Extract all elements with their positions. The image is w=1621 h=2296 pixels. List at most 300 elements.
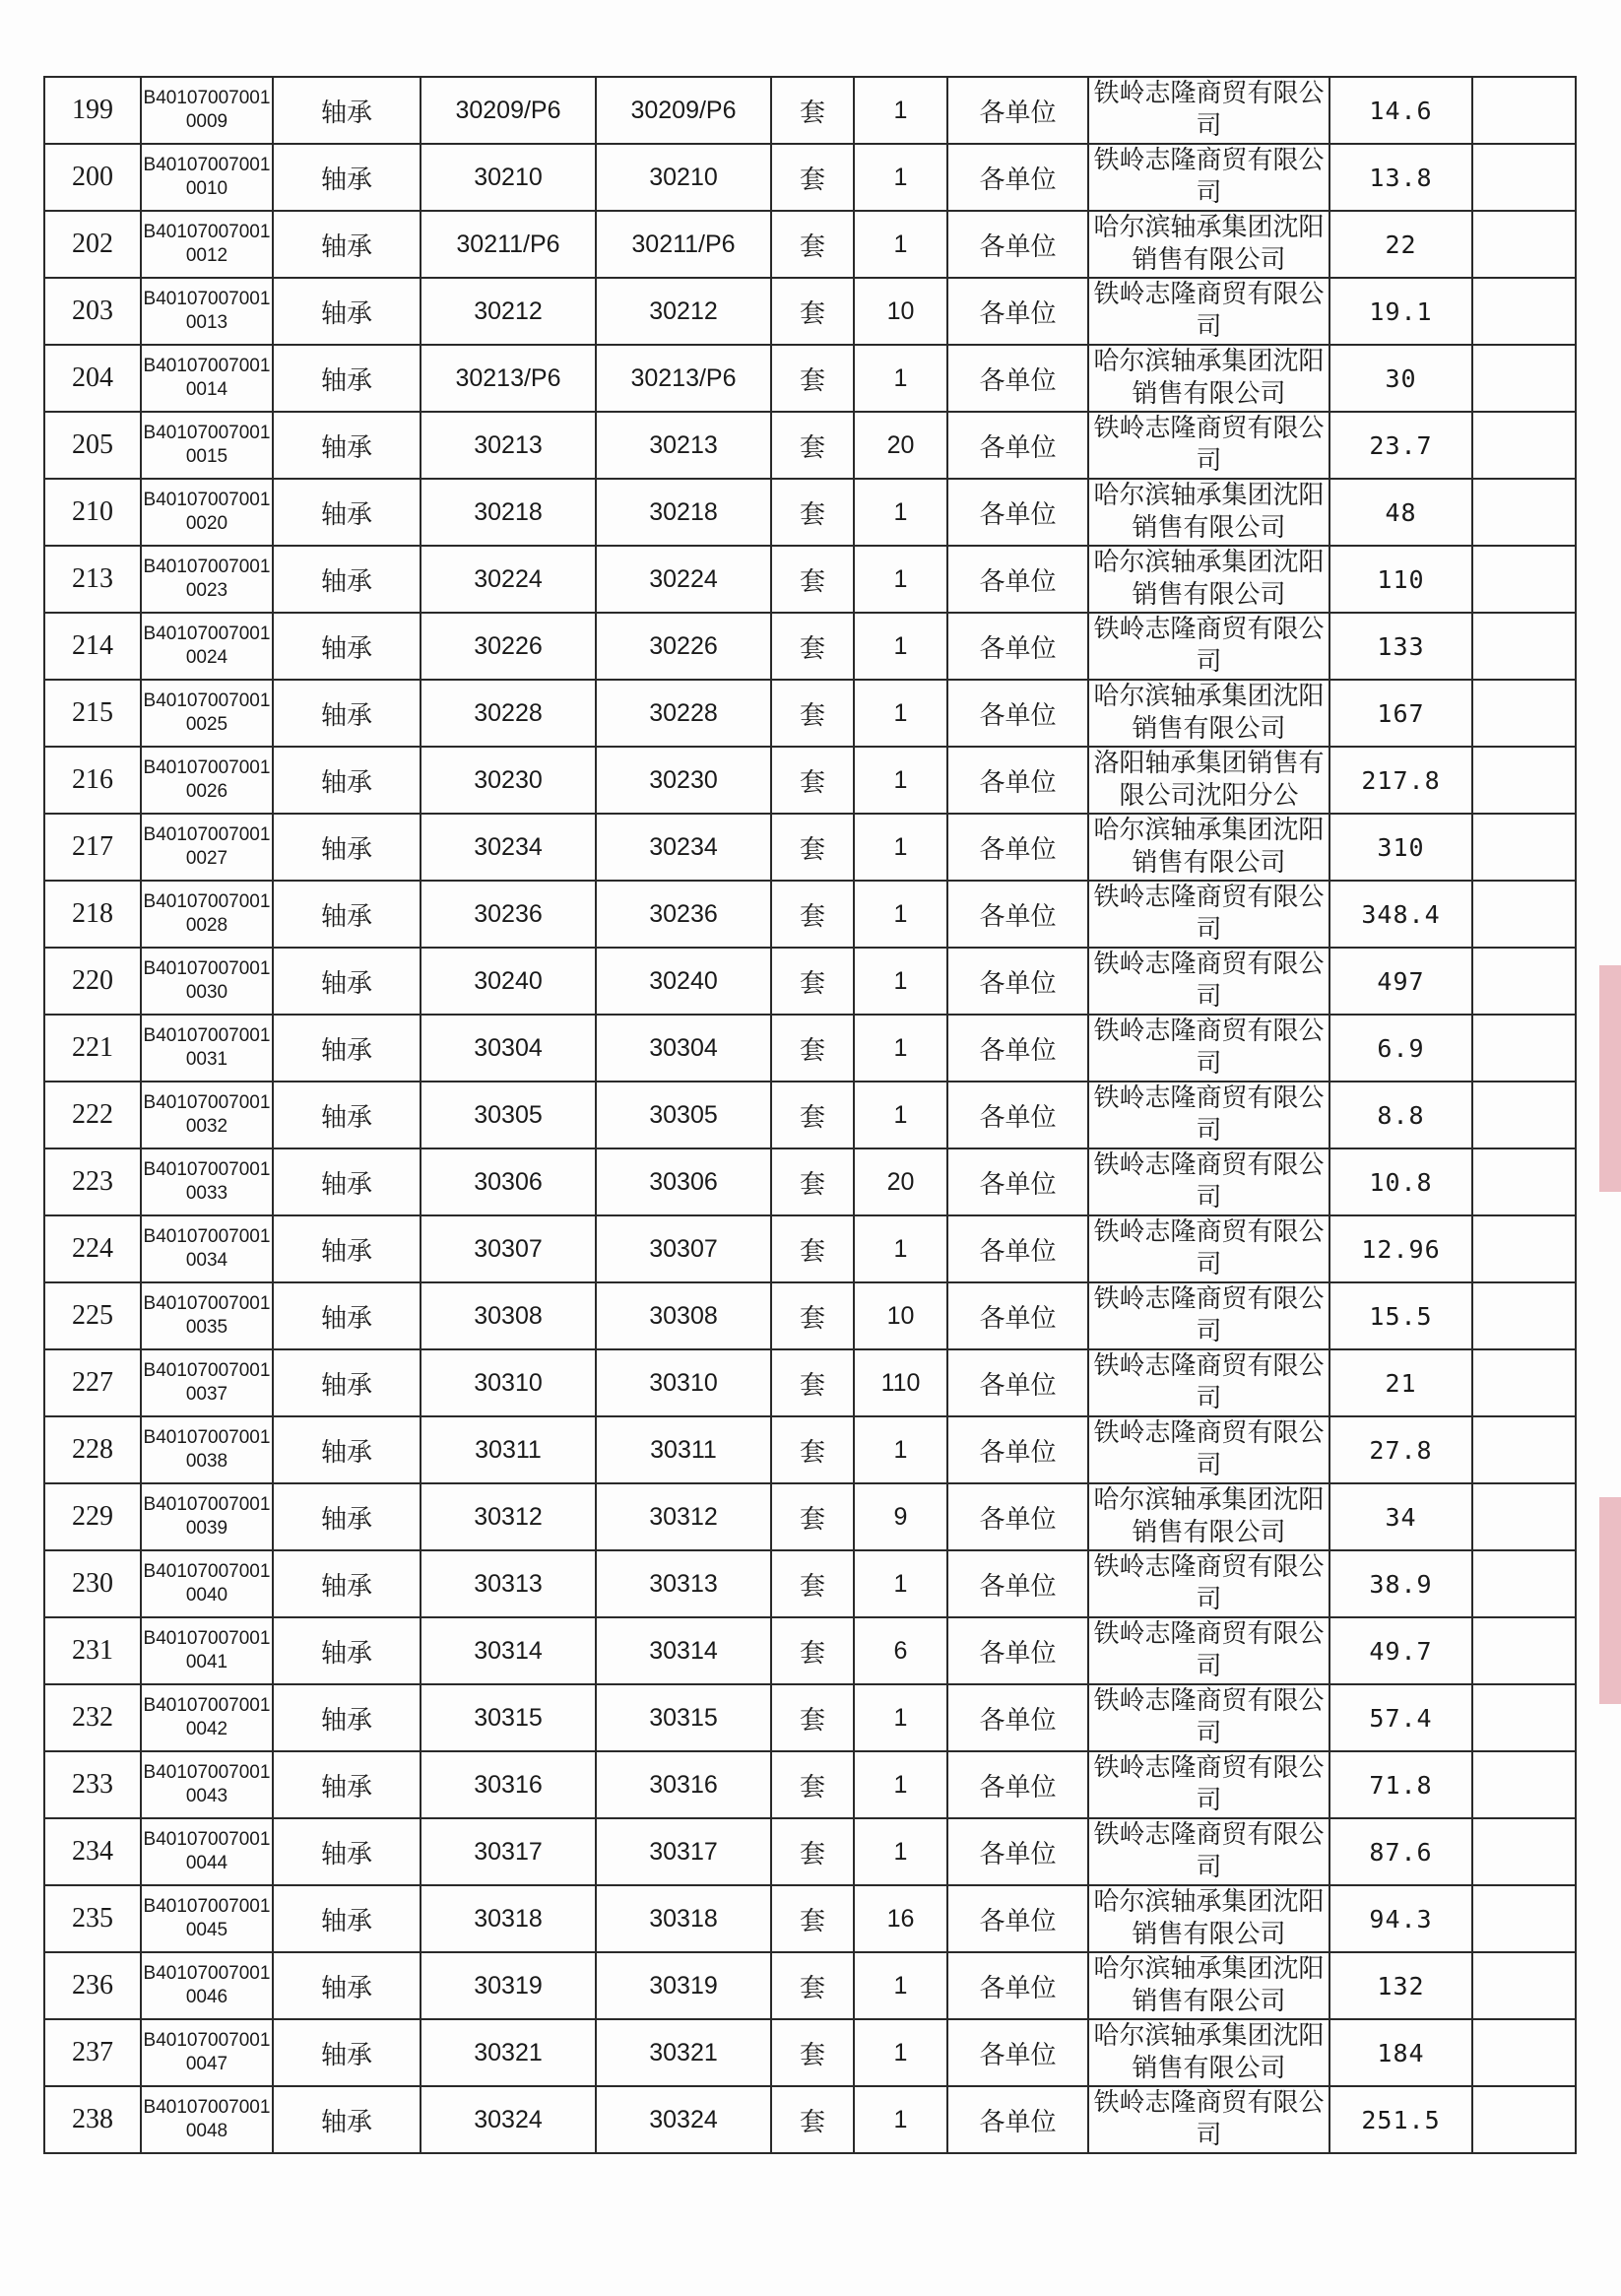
material-code-cell: B401070070010044 <box>141 1818 273 1885</box>
unit-cell: 套 <box>771 278 854 345</box>
remark-cell <box>1472 1483 1576 1550</box>
model-number-cell: 30213 <box>596 412 771 479</box>
material-name-cell: 轴承 <box>273 1215 421 1282</box>
unit-cell: 套 <box>771 1015 854 1082</box>
model-number-cell: 30305 <box>596 1082 771 1148</box>
quantity-cell: 1 <box>854 1015 947 1082</box>
material-name-cell: 轴承 <box>273 211 421 278</box>
material-name-cell: 轴承 <box>273 1416 421 1483</box>
unit-price-cell: 34 <box>1329 1483 1472 1550</box>
material-code-cell: B401070070010034 <box>141 1215 273 1282</box>
remark-cell <box>1472 613 1576 680</box>
material-code-cell: B401070070010033 <box>141 1148 273 1215</box>
using-unit-cell: 各单位 <box>947 948 1088 1015</box>
material-name-cell: 轴承 <box>273 2086 421 2153</box>
using-unit-cell: 各单位 <box>947 1148 1088 1215</box>
model-number-cell: 30236 <box>596 881 771 948</box>
row-number-cell: 221 <box>44 1015 141 1082</box>
specification-cell: 30226 <box>421 613 596 680</box>
seal-mark <box>1599 1497 1621 1704</box>
unit-price-cell: 21 <box>1329 1349 1472 1416</box>
unit-price-cell: 87.6 <box>1329 1818 1472 1885</box>
using-unit-cell: 各单位 <box>947 1818 1088 1885</box>
material-code-cell: B401070070010014 <box>141 345 273 412</box>
table-row <box>44 1751 1576 1818</box>
table-row <box>44 948 1576 1015</box>
specification-cell: 30307 <box>421 1215 596 1282</box>
quantity-cell: 1 <box>854 1082 947 1148</box>
unit-price-cell: 23.7 <box>1329 412 1472 479</box>
material-code-cell: B401070070010032 <box>141 1082 273 1148</box>
quantity-cell: 20 <box>854 412 947 479</box>
remark-cell <box>1472 747 1576 814</box>
material-code-cell: B401070070010043 <box>141 1751 273 1818</box>
unit-price-cell: 15.5 <box>1329 1282 1472 1349</box>
quantity-cell: 1 <box>854 814 947 881</box>
unit-cell: 套 <box>771 613 854 680</box>
row-number-cell: 233 <box>44 1751 141 1818</box>
material-code-cell: B401070070010038 <box>141 1416 273 1483</box>
model-number-cell: 30312 <box>596 1483 771 1550</box>
specification-cell: 30308 <box>421 1282 596 1349</box>
material-name-cell: 轴承 <box>273 1751 421 1818</box>
unit-price-cell: 94.3 <box>1329 1885 1472 1952</box>
specification-cell: 30313 <box>421 1550 596 1617</box>
quantity-cell: 1 <box>854 2019 947 2086</box>
using-unit-cell: 各单位 <box>947 1952 1088 2019</box>
material-name-cell: 轴承 <box>273 278 421 345</box>
material-code-cell: B401070070010047 <box>141 2019 273 2086</box>
quantity-cell: 1 <box>854 1550 947 1617</box>
table-row <box>44 1282 1576 1349</box>
quantity-cell: 1 <box>854 613 947 680</box>
row-number-cell: 232 <box>44 1684 141 1751</box>
unit-cell: 套 <box>771 479 854 546</box>
remark-cell <box>1472 1617 1576 1684</box>
using-unit-cell: 各单位 <box>947 1751 1088 1818</box>
material-code-cell: B401070070010035 <box>141 1282 273 1349</box>
material-name-cell: 轴承 <box>273 1082 421 1148</box>
using-unit-cell: 各单位 <box>947 1215 1088 1282</box>
unit-price-cell: 497 <box>1329 948 1472 1015</box>
model-number-cell: 30211/P6 <box>596 211 771 278</box>
unit-cell: 套 <box>771 814 854 881</box>
remark-cell <box>1472 278 1576 345</box>
supplier-name-cell: 铁岭志隆商贸有限公司 <box>1088 1349 1329 1416</box>
material-name-cell: 轴承 <box>273 1818 421 1885</box>
model-number-cell: 30209/P6 <box>596 77 771 144</box>
unit-cell: 套 <box>771 1082 854 1148</box>
material-code-cell: B401070070010030 <box>141 948 273 1015</box>
supplier-name-cell: 哈尔滨轴承集团沈阳销售有限公司 <box>1088 1952 1329 2019</box>
table-row <box>44 1818 1576 1885</box>
unit-price-cell: 167 <box>1329 680 1472 747</box>
using-unit-cell: 各单位 <box>947 1684 1088 1751</box>
unit-price-cell: 184 <box>1329 2019 1472 2086</box>
supplier-name-cell: 哈尔滨轴承集团沈阳销售有限公司 <box>1088 814 1329 881</box>
material-code-cell: B401070070010026 <box>141 747 273 814</box>
row-number-cell: 236 <box>44 1952 141 2019</box>
unit-price-cell: 132 <box>1329 1952 1472 2019</box>
row-number-cell: 217 <box>44 814 141 881</box>
unit-price-cell: 57.4 <box>1329 1684 1472 1751</box>
model-number-cell: 30314 <box>596 1617 771 1684</box>
specification-cell: 30321 <box>421 2019 596 2086</box>
material-code-cell: B401070070010045 <box>141 1885 273 1952</box>
material-code-cell: B401070070010025 <box>141 680 273 747</box>
row-number-cell: 230 <box>44 1550 141 1617</box>
remark-cell <box>1472 814 1576 881</box>
material-name-cell: 轴承 <box>273 2019 421 2086</box>
supplier-name-cell: 铁岭志隆商贸有限公司 <box>1088 1148 1329 1215</box>
remark-cell <box>1472 345 1576 412</box>
material-name-cell: 轴承 <box>273 1148 421 1215</box>
model-number-cell: 30310 <box>596 1349 771 1416</box>
unit-cell: 套 <box>771 2086 854 2153</box>
table-row <box>44 613 1576 680</box>
table-row <box>44 1550 1576 1617</box>
unit-price-cell: 13.8 <box>1329 144 1472 211</box>
remark-cell <box>1472 2019 1576 2086</box>
quantity-cell: 1 <box>854 747 947 814</box>
table-row <box>44 1416 1576 1483</box>
table-row <box>44 1215 1576 1282</box>
using-unit-cell: 各单位 <box>947 412 1088 479</box>
specification-cell: 30212 <box>421 278 596 345</box>
material-code-cell: B401070070010042 <box>141 1684 273 1751</box>
unit-price-cell: 12.96 <box>1329 1215 1472 1282</box>
specification-cell: 30236 <box>421 881 596 948</box>
bearing-price-table <box>43 76 1577 2154</box>
material-name-cell: 轴承 <box>273 814 421 881</box>
material-code-cell: B401070070010013 <box>141 278 273 345</box>
quantity-cell: 1 <box>854 479 947 546</box>
unit-cell: 套 <box>771 1550 854 1617</box>
model-number-cell: 30313 <box>596 1550 771 1617</box>
model-number-cell: 30318 <box>596 1885 771 1952</box>
material-code-cell: B401070070010040 <box>141 1550 273 1617</box>
model-number-cell: 30319 <box>596 1952 771 2019</box>
remark-cell <box>1472 948 1576 1015</box>
row-number-cell: 224 <box>44 1215 141 1282</box>
table-row <box>44 345 1576 412</box>
unit-cell: 套 <box>771 1349 854 1416</box>
using-unit-cell: 各单位 <box>947 211 1088 278</box>
supplier-name-cell: 哈尔滨轴承集团沈阳销售有限公司 <box>1088 1483 1329 1550</box>
supplier-name-cell: 铁岭志隆商贸有限公司 <box>1088 1751 1329 1818</box>
material-code-cell: B401070070010010 <box>141 144 273 211</box>
material-name-cell: 轴承 <box>273 1952 421 2019</box>
model-number-cell: 30226 <box>596 613 771 680</box>
specification-cell: 30304 <box>421 1015 596 1082</box>
quantity-cell: 1 <box>854 1684 947 1751</box>
remark-cell <box>1472 1550 1576 1617</box>
row-number-cell: 204 <box>44 345 141 412</box>
material-name-cell: 轴承 <box>273 479 421 546</box>
remark-cell <box>1472 1148 1576 1215</box>
specification-cell: 30218 <box>421 479 596 546</box>
table-row <box>44 881 1576 948</box>
row-number-cell: 222 <box>44 1082 141 1148</box>
material-name-cell: 轴承 <box>273 546 421 613</box>
table-row <box>44 144 1576 211</box>
specification-cell: 30224 <box>421 546 596 613</box>
remark-cell <box>1472 1082 1576 1148</box>
row-number-cell: 199 <box>44 77 141 144</box>
row-number-cell: 235 <box>44 1885 141 1952</box>
model-number-cell: 30224 <box>596 546 771 613</box>
table-row <box>44 2086 1576 2153</box>
remark-cell <box>1472 1015 1576 1082</box>
row-number-cell: 231 <box>44 1617 141 1684</box>
unit-price-cell: 110 <box>1329 546 1472 613</box>
unit-cell: 套 <box>771 1148 854 1215</box>
unit-cell: 套 <box>771 1818 854 1885</box>
material-name-cell: 轴承 <box>273 613 421 680</box>
quantity-cell: 16 <box>854 1885 947 1952</box>
model-number-cell: 30212 <box>596 278 771 345</box>
quantity-cell: 1 <box>854 680 947 747</box>
specification-cell: 30312 <box>421 1483 596 1550</box>
remark-cell <box>1472 1885 1576 1952</box>
remark-cell <box>1472 77 1576 144</box>
row-number-cell: 220 <box>44 948 141 1015</box>
material-code-cell: B401070070010048 <box>141 2086 273 2153</box>
table-row <box>44 680 1576 747</box>
material-name-cell: 轴承 <box>273 747 421 814</box>
remark-cell <box>1472 1684 1576 1751</box>
remark-cell <box>1472 211 1576 278</box>
quantity-cell: 1 <box>854 345 947 412</box>
model-number-cell: 30321 <box>596 2019 771 2086</box>
material-name-cell: 轴承 <box>273 680 421 747</box>
material-code-cell: B401070070010015 <box>141 412 273 479</box>
row-number-cell: 228 <box>44 1416 141 1483</box>
specification-cell: 30209/P6 <box>421 77 596 144</box>
supplier-name-cell: 铁岭志隆商贸有限公司 <box>1088 412 1329 479</box>
supplier-name-cell: 铁岭志隆商贸有限公司 <box>1088 144 1329 211</box>
unit-cell: 套 <box>771 1483 854 1550</box>
unit-cell: 套 <box>771 412 854 479</box>
using-unit-cell: 各单位 <box>947 546 1088 613</box>
specification-cell: 30314 <box>421 1617 596 1684</box>
quantity-cell: 6 <box>854 1617 947 1684</box>
model-number-cell: 30324 <box>596 2086 771 2153</box>
table-row <box>44 77 1576 144</box>
material-code-cell: B401070070010009 <box>141 77 273 144</box>
unit-price-cell: 10.8 <box>1329 1148 1472 1215</box>
material-name-cell: 轴承 <box>273 1349 421 1416</box>
remark-cell <box>1472 881 1576 948</box>
supplier-name-cell: 铁岭志隆商贸有限公司 <box>1088 77 1329 144</box>
specification-cell: 30240 <box>421 948 596 1015</box>
material-name-cell: 轴承 <box>273 1684 421 1751</box>
unit-cell: 套 <box>771 1282 854 1349</box>
supplier-name-cell: 哈尔滨轴承集团沈阳销售有限公司 <box>1088 680 1329 747</box>
specification-cell: 30234 <box>421 814 596 881</box>
model-number-cell: 30218 <box>596 479 771 546</box>
using-unit-cell: 各单位 <box>947 2019 1088 2086</box>
quantity-cell: 1 <box>854 546 947 613</box>
supplier-name-cell: 哈尔滨轴承集团沈阳销售有限公司 <box>1088 1885 1329 1952</box>
unit-price-cell: 22 <box>1329 211 1472 278</box>
supplier-name-cell: 铁岭志隆商贸有限公司 <box>1088 1215 1329 1282</box>
unit-price-cell: 30 <box>1329 345 1472 412</box>
row-number-cell: 223 <box>44 1148 141 1215</box>
unit-cell: 套 <box>771 1885 854 1952</box>
using-unit-cell: 各单位 <box>947 278 1088 345</box>
supplier-name-cell: 铁岭志隆商贸有限公司 <box>1088 1082 1329 1148</box>
table-row <box>44 1684 1576 1751</box>
table-row <box>44 546 1576 613</box>
supplier-name-cell: 铁岭志隆商贸有限公司 <box>1088 1282 1329 1349</box>
specification-cell: 30316 <box>421 1751 596 1818</box>
unit-cell: 套 <box>771 546 854 613</box>
quantity-cell: 1 <box>854 211 947 278</box>
material-name-cell: 轴承 <box>273 881 421 948</box>
model-number-cell: 30240 <box>596 948 771 1015</box>
material-code-cell: B401070070010046 <box>141 1952 273 2019</box>
material-name-cell: 轴承 <box>273 345 421 412</box>
supplier-name-cell: 铁岭志隆商贸有限公司 <box>1088 1818 1329 1885</box>
material-code-cell: B401070070010031 <box>141 1015 273 1082</box>
supplier-name-cell: 铁岭志隆商贸有限公司 <box>1088 881 1329 948</box>
using-unit-cell: 各单位 <box>947 2086 1088 2153</box>
material-code-cell: B401070070010024 <box>141 613 273 680</box>
material-name-cell: 轴承 <box>273 1015 421 1082</box>
table-body <box>44 77 1576 2153</box>
unit-cell: 套 <box>771 1684 854 1751</box>
unit-price-cell: 27.8 <box>1329 1416 1472 1483</box>
using-unit-cell: 各单位 <box>947 1349 1088 1416</box>
specification-cell: 30228 <box>421 680 596 747</box>
row-number-cell: 202 <box>44 211 141 278</box>
row-number-cell: 213 <box>44 546 141 613</box>
material-name-cell: 轴承 <box>273 412 421 479</box>
supplier-name-cell: 哈尔滨轴承集团沈阳销售有限公司 <box>1088 345 1329 412</box>
material-name-cell: 轴承 <box>273 948 421 1015</box>
supplier-name-cell: 铁岭志隆商贸有限公司 <box>1088 613 1329 680</box>
model-number-cell: 30316 <box>596 1751 771 1818</box>
model-number-cell: 30308 <box>596 1282 771 1349</box>
specification-cell: 30213 <box>421 412 596 479</box>
seal-mark <box>1599 965 1621 1192</box>
quantity-cell: 110 <box>854 1349 947 1416</box>
material-code-cell: B401070070010039 <box>141 1483 273 1550</box>
specification-cell: 30317 <box>421 1818 596 1885</box>
model-number-cell: 30307 <box>596 1215 771 1282</box>
material-name-cell: 轴承 <box>273 1885 421 1952</box>
remark-cell <box>1472 1952 1576 2019</box>
quantity-cell: 20 <box>854 1148 947 1215</box>
using-unit-cell: 各单位 <box>947 747 1088 814</box>
model-number-cell: 30315 <box>596 1684 771 1751</box>
remark-cell <box>1472 1751 1576 1818</box>
using-unit-cell: 各单位 <box>947 479 1088 546</box>
table-row <box>44 412 1576 479</box>
specification-cell: 30318 <box>421 1885 596 1952</box>
using-unit-cell: 各单位 <box>947 1617 1088 1684</box>
material-code-cell: B401070070010028 <box>141 881 273 948</box>
unit-price-cell: 49.7 <box>1329 1617 1472 1684</box>
unit-price-cell: 14.6 <box>1329 77 1472 144</box>
model-number-cell: 30228 <box>596 680 771 747</box>
table-row <box>44 2019 1576 2086</box>
unit-cell: 套 <box>771 1416 854 1483</box>
model-number-cell: 30306 <box>596 1148 771 1215</box>
table-row <box>44 747 1576 814</box>
table-row <box>44 1885 1576 1952</box>
material-name-cell: 轴承 <box>273 1617 421 1684</box>
remark-cell <box>1472 2086 1576 2153</box>
row-number-cell: 200 <box>44 144 141 211</box>
unit-price-cell: 348.4 <box>1329 881 1472 948</box>
unit-price-cell: 133 <box>1329 613 1472 680</box>
unit-price-cell: 8.8 <box>1329 1082 1472 1148</box>
supplier-name-cell: 哈尔滨轴承集团沈阳销售有限公司 <box>1088 2019 1329 2086</box>
table-row <box>44 1349 1576 1416</box>
using-unit-cell: 各单位 <box>947 1483 1088 1550</box>
quantity-cell: 1 <box>854 1818 947 1885</box>
unit-cell: 套 <box>771 948 854 1015</box>
row-number-cell: 234 <box>44 1818 141 1885</box>
using-unit-cell: 各单位 <box>947 814 1088 881</box>
quantity-cell: 1 <box>854 2086 947 2153</box>
material-name-cell: 轴承 <box>273 144 421 211</box>
supplier-name-cell: 铁岭志隆商贸有限公司 <box>1088 1550 1329 1617</box>
unit-cell: 套 <box>771 211 854 278</box>
row-number-cell: 229 <box>44 1483 141 1550</box>
specification-cell: 30306 <box>421 1148 596 1215</box>
material-code-cell: B401070070010012 <box>141 211 273 278</box>
using-unit-cell: 各单位 <box>947 1282 1088 1349</box>
supplier-name-cell: 铁岭志隆商贸有限公司 <box>1088 2086 1329 2153</box>
unit-cell: 套 <box>771 680 854 747</box>
unit-price-cell: 38.9 <box>1329 1550 1472 1617</box>
using-unit-cell: 各单位 <box>947 1550 1088 1617</box>
table-row <box>44 814 1576 881</box>
specification-cell: 30305 <box>421 1082 596 1148</box>
row-number-cell: 215 <box>44 680 141 747</box>
using-unit-cell: 各单位 <box>947 680 1088 747</box>
table-row <box>44 1483 1576 1550</box>
supplier-name-cell: 铁岭志隆商贸有限公司 <box>1088 1684 1329 1751</box>
supplier-name-cell: 洛阳轴承集团销售有限公司沈阳分公 <box>1088 747 1329 814</box>
remark-cell <box>1472 1349 1576 1416</box>
remark-cell <box>1472 144 1576 211</box>
remark-cell <box>1472 412 1576 479</box>
quantity-cell: 1 <box>854 77 947 144</box>
unit-cell: 套 <box>771 77 854 144</box>
row-number-cell: 205 <box>44 412 141 479</box>
table-row <box>44 1015 1576 1082</box>
supplier-name-cell: 铁岭志隆商贸有限公司 <box>1088 278 1329 345</box>
quantity-cell: 1 <box>854 881 947 948</box>
material-code-cell: B401070070010037 <box>141 1349 273 1416</box>
quantity-cell: 1 <box>854 1215 947 1282</box>
row-number-cell: 227 <box>44 1349 141 1416</box>
specification-cell: 30213/P6 <box>421 345 596 412</box>
material-name-cell: 轴承 <box>273 1282 421 1349</box>
supplier-name-cell: 铁岭志隆商贸有限公司 <box>1088 1617 1329 1684</box>
model-number-cell: 30213/P6 <box>596 345 771 412</box>
unit-cell: 套 <box>771 345 854 412</box>
row-number-cell: 216 <box>44 747 141 814</box>
quantity-cell: 1 <box>854 948 947 1015</box>
using-unit-cell: 各单位 <box>947 1082 1088 1148</box>
model-number-cell: 30234 <box>596 814 771 881</box>
model-number-cell: 30230 <box>596 747 771 814</box>
